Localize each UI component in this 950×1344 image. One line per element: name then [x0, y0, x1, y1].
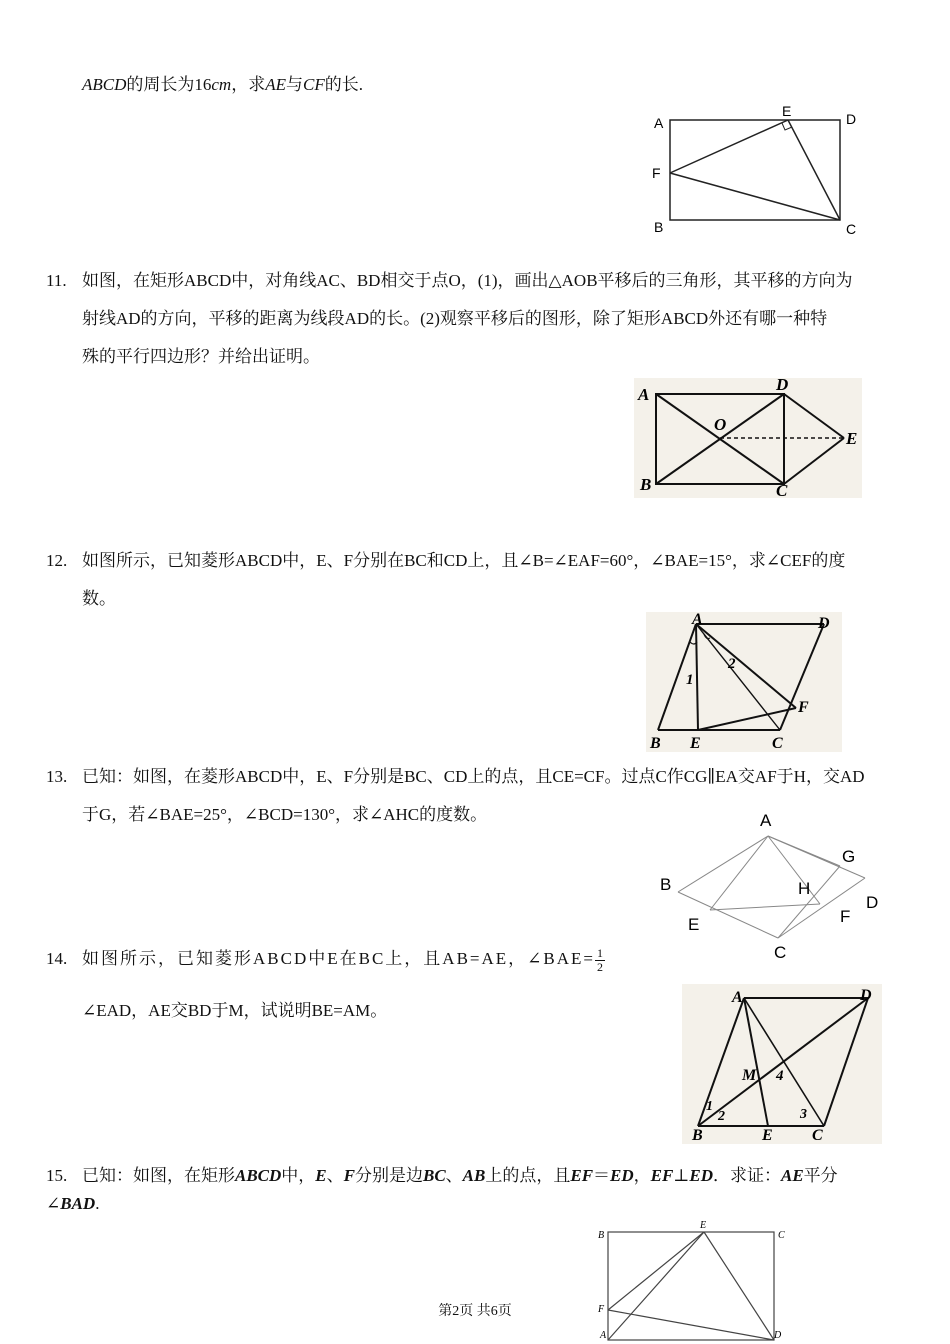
- q15-t10: ．求证：: [712, 1166, 781, 1185]
- q14-label-m: M: [742, 1067, 757, 1084]
- q12-text: [46, 542, 916, 618]
- q12-label-1: 1: [686, 672, 694, 688]
- q15-t8: ，: [633, 1166, 651, 1185]
- q14-label-c: C: [812, 1127, 823, 1144]
- q15-number: 15.: [46, 1166, 68, 1185]
- q15-line2-angle: ∠: [46, 1194, 61, 1213]
- q12-label-e: E: [690, 735, 701, 752]
- q14-label-b: B: [692, 1127, 703, 1144]
- q13-label-a: A: [760, 811, 772, 830]
- q10-label-c: C: [846, 221, 857, 237]
- q11-line-3: 殊的平行四边形？并给出证明。: [82, 347, 320, 366]
- q10-label-f: F: [652, 165, 661, 181]
- q15-i10: AE: [780, 1166, 804, 1185]
- q14-fraction: [595, 947, 605, 974]
- q15-label-c: C: [778, 1230, 785, 1241]
- q15-i7: ED: [610, 1166, 634, 1185]
- q15-label-a: A: [600, 1330, 607, 1341]
- q14-figure: [682, 984, 882, 1144]
- q12-line-1: 如图所示，已知菱形ABCD中，E、F分别在BC和CD上，且∠B=∠EAF=60°，∠BAE=15°，求∠CEF的度: [82, 551, 846, 570]
- q14-label-2: 2: [718, 1109, 725, 1124]
- q11-figure: [634, 378, 862, 498]
- q14-label-e: E: [762, 1127, 773, 1144]
- q15-line2-end: .: [95, 1194, 100, 1213]
- q11-label-d: D: [776, 378, 789, 394]
- q10-figure: [640, 100, 870, 245]
- q10-italic-ae: AE: [265, 75, 286, 94]
- q14-line-1: 如图所示，已知菱形ABCD中E在BC上，且AB=AE，∠BAE=: [82, 949, 595, 968]
- q10-label-b: B: [654, 219, 664, 235]
- q15-label-d: D: [774, 1330, 782, 1341]
- q10-text-3: 与: [286, 75, 303, 94]
- q15-i8: EF: [650, 1166, 674, 1185]
- q12-label-c: C: [772, 735, 783, 752]
- q14-label-3: 3: [800, 1107, 807, 1122]
- q11-label-o: O: [714, 415, 727, 434]
- q10-italic-cf: CF: [303, 75, 325, 94]
- q11-line-1: 如图，在矩形ABCD中，对角线AC、BD相交于点O，(1)，画出△AOB平移后的三角形，其平移的方向为: [82, 271, 853, 290]
- q15-i9: ED: [689, 1166, 713, 1185]
- q14-label-4: 4: [776, 1068, 784, 1084]
- q14-label-1: 1: [706, 1099, 713, 1114]
- q11-label-a: A: [638, 385, 650, 404]
- q15-t7: ＝: [593, 1166, 611, 1185]
- q15-t2: 中，: [281, 1166, 316, 1185]
- q15-t9: ⊥: [673, 1166, 690, 1185]
- q10-text: [82, 66, 363, 104]
- q10-italic-cm: cm: [211, 75, 232, 94]
- q15-i2: E: [315, 1166, 327, 1185]
- q15-i5: AB: [462, 1166, 486, 1185]
- q10-text-4: 的长.: [324, 75, 363, 94]
- q10-label-e: E: [782, 103, 792, 119]
- q15-label-e: E: [700, 1220, 707, 1231]
- q13-number: 13.: [46, 767, 68, 786]
- q14-text: [46, 940, 666, 1030]
- q15-i3: F: [343, 1166, 355, 1185]
- q14-line-2: ∠EAD，AE交BD于M，试说明BE=AM。: [82, 1001, 388, 1020]
- q14-label-a: A: [732, 989, 743, 1006]
- q13-label-f: F: [840, 907, 851, 926]
- q12-label-a: A: [692, 612, 703, 628]
- q12-number: 12.: [46, 551, 68, 570]
- q13-label-c: C: [774, 943, 787, 962]
- q11-line-2: 射线AD的方向，平移的距离为线段AD的长。(2)观察平移后的图形，除了矩形ABCD外还有哪一种特: [82, 309, 828, 328]
- q15-i1: ABCD: [235, 1166, 282, 1185]
- q13-label-d: D: [866, 893, 879, 912]
- q15-i6: EF: [570, 1166, 594, 1185]
- q12-label-b: B: [650, 735, 661, 752]
- q15-label-f: F: [598, 1304, 605, 1315]
- q12-label-f: F: [798, 699, 809, 716]
- q13-label-b: B: [660, 875, 672, 894]
- q14-frac-den: 2: [597, 959, 603, 974]
- q10-italic-abcd: ABCD: [82, 75, 127, 94]
- q11-number: 11.: [46, 271, 67, 290]
- q13-line-1: 已知：如图，在菱形ABCD中，E、F分别是BC、CD上的点，且CE=CF。过点C作CG∥EA交AF于H，交AD: [82, 767, 865, 786]
- q11-label-e: E: [846, 429, 858, 448]
- q15-t3: 、: [326, 1166, 344, 1185]
- q10-text-2: ，求: [231, 75, 266, 94]
- q15-text: [46, 1162, 916, 1218]
- q10-label-a: A: [654, 115, 664, 131]
- page-footer: 第2页 共6页: [438, 1304, 512, 1319]
- q15-t1: 已知：如图，在矩形: [82, 1166, 235, 1185]
- q15-t11: 平分: [803, 1166, 838, 1185]
- q13-label-h: H: [798, 879, 811, 898]
- q15-line2-bad: BAD: [60, 1194, 96, 1213]
- q13-label-e: E: [688, 915, 700, 934]
- q15-t5: 、: [445, 1166, 463, 1185]
- q11-text: [46, 262, 916, 376]
- q11-label-b: B: [640, 475, 652, 494]
- q12-label-d: D: [818, 615, 830, 632]
- q10-label-d: D: [846, 111, 857, 127]
- q15-t4: 分别是边: [354, 1166, 423, 1185]
- q14-frac-num: 1: [597, 945, 603, 960]
- q15-label-b: B: [598, 1230, 605, 1241]
- q10-text-1: 的周长为16: [126, 75, 212, 94]
- q13-label-g: G: [842, 847, 856, 866]
- q12-label-2: 2: [728, 656, 736, 672]
- q12-line-2: 数。: [82, 589, 116, 608]
- q13-line-2: 于G，若∠BAE=25°，∠BCD=130°，求∠AHC的度数。: [82, 805, 488, 824]
- q11-label-c: C: [776, 481, 788, 498]
- q14-number: 14.: [46, 949, 68, 968]
- q13-figure: [650, 806, 890, 966]
- q15-figure: [594, 1218, 794, 1342]
- q14-label-d: D: [860, 987, 872, 1004]
- q15-i4: BC: [422, 1166, 446, 1185]
- q15-t6: 上的点，且: [485, 1166, 571, 1185]
- q12-figure: [646, 612, 842, 752]
